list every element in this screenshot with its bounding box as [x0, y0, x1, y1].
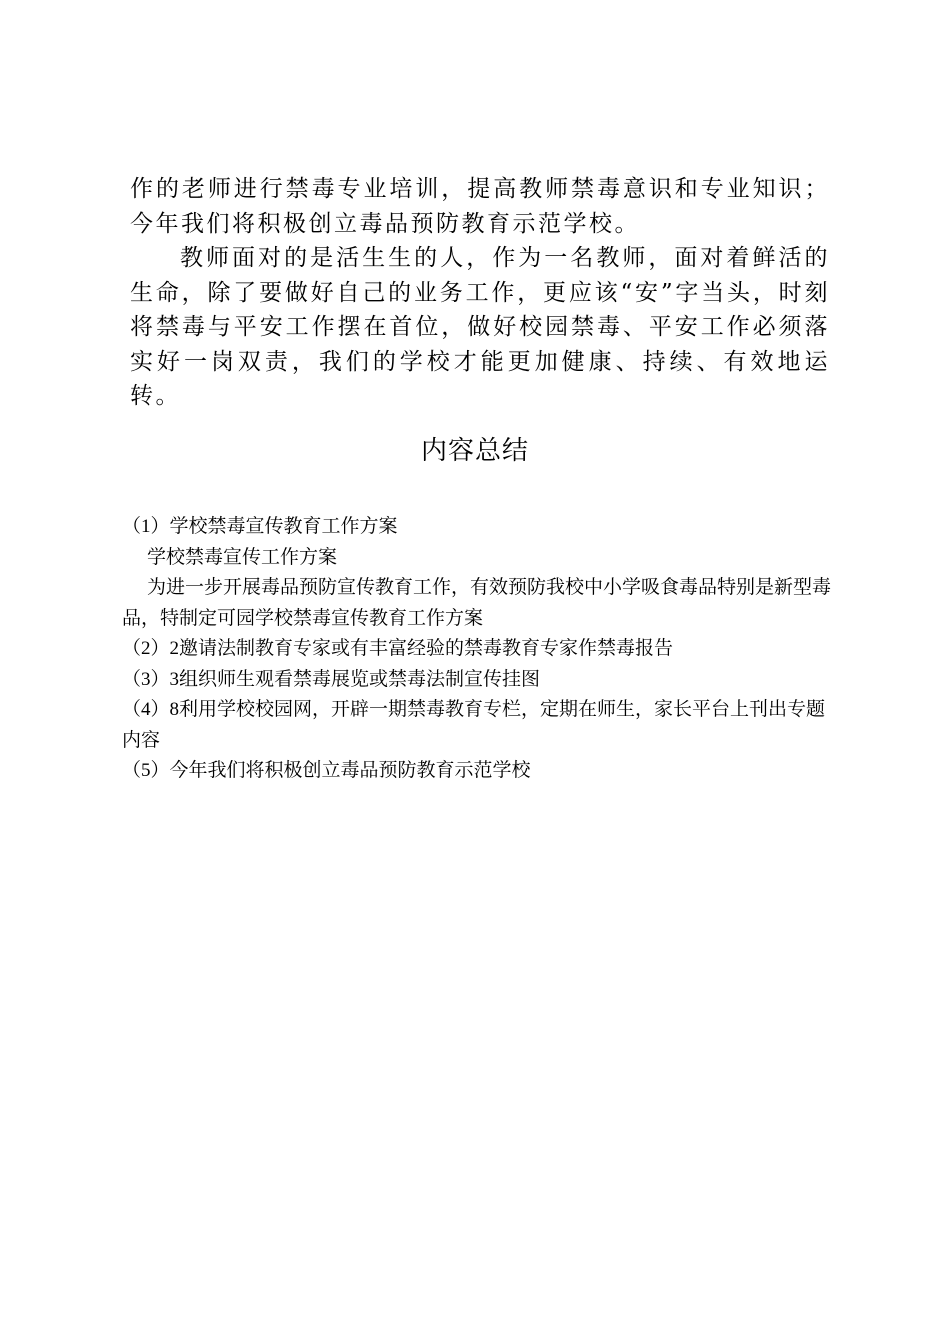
summary-item: （5）今年我们将积极创立毒品预防教育示范学校: [122, 760, 531, 781]
summary-item: （2）2邀请法制教育专家或有丰富经验的禁毒教育专家作禁毒报告: [122, 638, 674, 659]
summary-item: （4）8利用学校校园网，开辟一期禁毒教育专栏，定期在师生，家长平台上刊出专题内容: [122, 699, 826, 751]
body-paragraph: 作的老师进行禁毒专业培训，提高教师禁毒意识和专业知识；今年我们将积极创立毒品预防教育示范学校。: [130, 176, 830, 237]
body-paragraph: 教师面对的是活生生的人，作为一名教师，面对着鲜活的生命，除了要做好自己的业务工作，更应该“安”字当头，时刻将禁毒与平安工作摆在首位，做好校园禁毒、平安工作必须落实好一岗双责，我们的学校才能更加健康、持续、有效地运转。: [130, 245, 830, 409]
summary-subtext: 为进一步开展毒品预防宣传教育工作，有效预防我校中小学吸食毒品特别是新型毒品，特制定可园学校禁毒宣传教育工作方案: [122, 577, 832, 629]
body-text: [130, 172, 830, 414]
summary-item: （3）3组织师生观看禁毒展览或禁毒法制宣传挂图: [122, 668, 541, 690]
summary-subtitle: 学校禁毒宣传工作方案: [147, 546, 338, 568]
summary-list: [122, 512, 834, 787]
summary-item: （1）学校禁毒宣传教育工作方案: [122, 516, 398, 537]
summary-title: 内容总结: [420, 436, 529, 466]
